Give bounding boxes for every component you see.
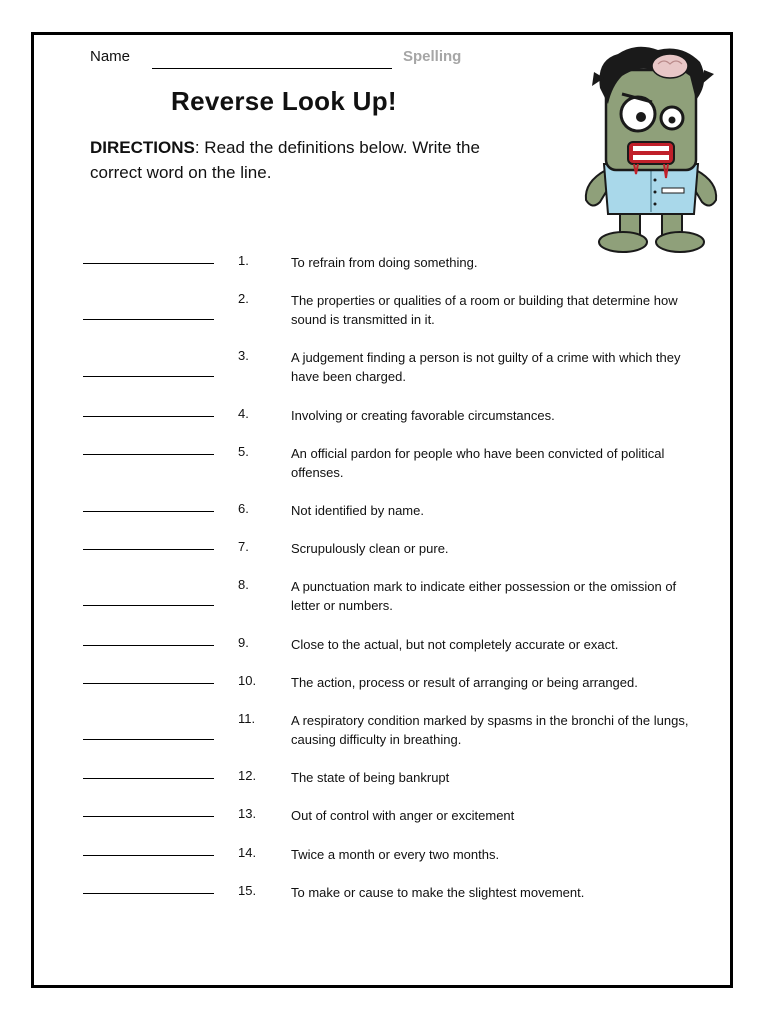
definition-text: Not identified by name.: [291, 503, 424, 518]
name-label: Name: [90, 48, 131, 65]
definition-text: The state of being bankrupt: [291, 770, 450, 785]
answer-line[interactable]: [83, 376, 214, 377]
item-number: 4.: [238, 406, 249, 421]
item-number: 14.: [238, 845, 257, 860]
directions-text: : Read the definitions below. Write the correct word on the line.: [90, 138, 480, 182]
answer-line[interactable]: [83, 549, 214, 550]
definition-text: An official pardon for people who have been convicted of political offenses.: [291, 446, 665, 480]
answer-line[interactable]: [83, 605, 214, 606]
answer-line[interactable]: [83, 683, 214, 684]
name-field[interactable]: [152, 68, 392, 69]
definition-text: Involving or creating favorable circumstances.: [291, 408, 555, 423]
definition-text: Scrupulously clean or pure.: [291, 541, 449, 556]
item-number: 12.: [238, 768, 257, 783]
item-number: 15.: [238, 883, 257, 898]
answer-line[interactable]: [83, 319, 214, 320]
definition-text: To make or cause to make the slightest movement.: [291, 885, 585, 900]
definition-text: Twice a month or every two months.: [291, 847, 500, 862]
definition-text: Close to the actual, but not completely accurate or exact.: [291, 637, 619, 652]
definition-text: Out of control with anger or excitement: [291, 808, 515, 823]
answer-line[interactable]: [83, 816, 214, 817]
answer-line[interactable]: [83, 778, 214, 779]
item-number: 5.: [238, 444, 249, 459]
definition-text: To refrain from doing something.: [291, 255, 478, 270]
definition-text: A judgement finding a person is not guilty of a crime with which they have been charged.: [291, 350, 681, 384]
item-number: 2.: [238, 291, 249, 306]
page-title: Reverse Look Up!: [171, 86, 397, 116]
answer-line[interactable]: [83, 893, 214, 894]
directions-label: DIRECTIONS: [90, 138, 195, 157]
item-number: 10.: [238, 673, 257, 688]
definition-text: The action, process or result of arranging or being arranged.: [291, 675, 638, 690]
item-number: 6.: [238, 501, 249, 516]
zombie-illustration: [578, 42, 723, 257]
answer-line[interactable]: [83, 454, 214, 455]
item-number: 1.: [238, 253, 249, 268]
item-number: 7.: [238, 539, 249, 554]
directions: [90, 135, 530, 185]
definition-text: The properties or qualities of a room or building that determine how sound is transmitted in it.: [291, 293, 678, 327]
item-number: 8.: [238, 577, 249, 592]
answer-line[interactable]: [83, 511, 214, 512]
item-number: 13.: [238, 806, 257, 821]
answer-line[interactable]: [83, 645, 214, 646]
answer-line[interactable]: [83, 263, 214, 264]
answer-line[interactable]: [83, 739, 214, 740]
item-number: 3.: [238, 348, 249, 363]
answer-line[interactable]: [83, 416, 214, 417]
definition-text: A respiratory condition marked by spasms in the bronchi of the lungs, causing difficulty in breathing.: [291, 713, 689, 747]
subject-label: Spelling: [403, 48, 462, 65]
item-number: 9.: [238, 635, 249, 650]
item-number: 11.: [238, 711, 256, 726]
definition-text: A punctuation mark to indicate either possession or the omission of letter or numbers.: [291, 579, 677, 613]
answer-line[interactable]: [83, 855, 214, 856]
